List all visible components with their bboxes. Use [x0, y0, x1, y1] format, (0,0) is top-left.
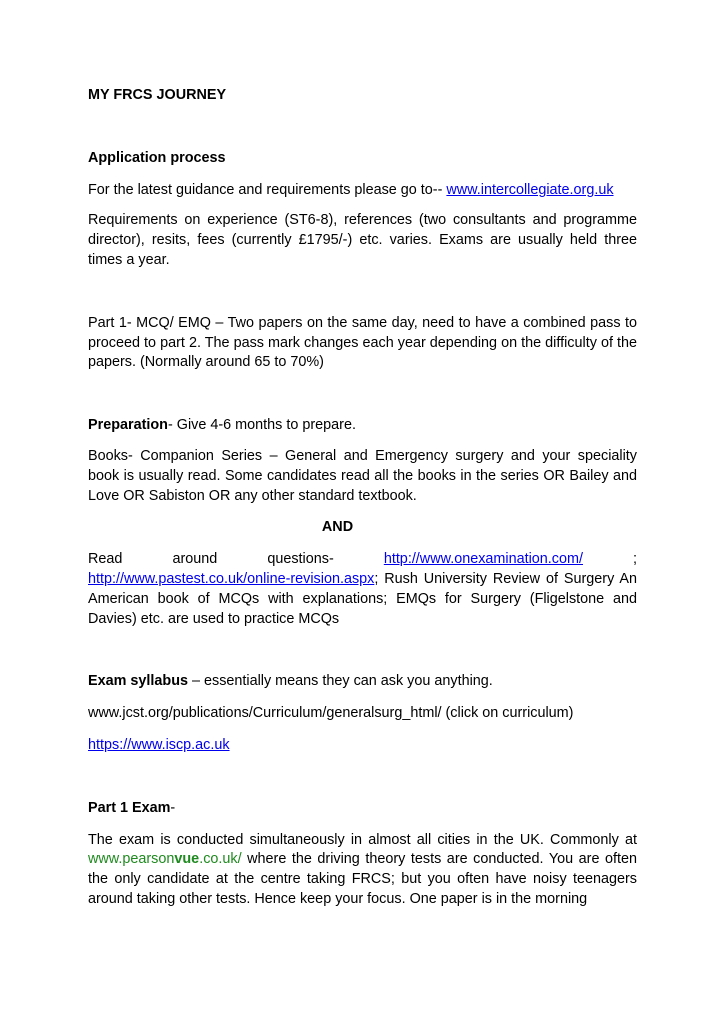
semicolon: ;: [633, 551, 638, 568]
preparation-label: Preparation: [88, 417, 168, 434]
part1-exam-label: Part 1 Exam: [88, 799, 171, 816]
preparation-paragraph: [88, 416, 637, 436]
pearson-link-part-c[interactable]: .co.uk/: [199, 851, 242, 868]
preparation-text: - Give 4-6 months to prepare.: [167, 417, 356, 434]
exam-text-start: The exam is conducted simultaneously in almost all cities in the UK. Commonly at: [88, 831, 637, 848]
read-around-paragraph: [88, 550, 637, 629]
books-paragraph: Books- Companion Series – General and Emergency surgery and your speciality book is usually read. Some candidates read all the books in the series OR Bailey and Love OR Sabiston OR any other standard textbook.: [88, 447, 637, 504]
guidance-paragraph: [88, 181, 637, 201]
intercollegiate-link[interactable]: www.intercollegiate.org.uk: [446, 181, 614, 198]
pearson-link-part-a[interactable]: www.pearson: [88, 851, 175, 868]
syllabus-paragraph: [88, 672, 637, 692]
read-word: Read: [88, 551, 123, 568]
application-heading: Application process: [88, 149, 226, 166]
iscp-link[interactable]: https://www.iscp.ac.uk: [88, 736, 230, 753]
pearson-link-part-b[interactable]: vue: [174, 851, 200, 868]
read-first-line: [88, 550, 637, 570]
document-page: [88, 86, 637, 910]
syllabus-text: – essentially means they can ask you anything.: [188, 673, 493, 690]
part1-paragraph: Part 1- MCQ/ EMQ – Two papers on the same day, need to have a combined pass to proceed to part 2. The pass mark changes each year depending on the difficulty of the papers. (Normally around 65 to 70%): [88, 314, 637, 371]
exam-text-rest: where the driving theory tests are conducted. You are often the only candidate at the centre taking FRCS; but you often have noisy teenagers around taking other tests. Hence keep your focus. One paper is in the morning: [88, 851, 637, 907]
and-heading: AND: [321, 519, 354, 536]
questions-word: questions-: [267, 551, 334, 568]
around-word: around: [172, 551, 218, 568]
part1-exam-heading-paragraph: [88, 799, 637, 819]
iscp-paragraph: [88, 736, 637, 756]
guidance-text: For the latest guidance and requirements please go to--: [88, 181, 447, 198]
jcst-paragraph: www.jcst.org/publications/Curriculum/generalsurg_html/ (click on curriculum): [88, 705, 574, 722]
requirements-paragraph: Requirements on experience (ST6-8), references (two consultants and programme director), resits, fees (currently £1795/-) etc. varies. Exams are usually held three times a year.: [88, 212, 637, 268]
onexamination-link[interactable]: http://www.onexamination.com/: [383, 551, 583, 568]
exam-paragraph: [88, 831, 637, 910]
document-title: MY FRCS JOURNEY: [88, 87, 227, 103]
part1-exam-dash: -: [170, 799, 176, 816]
pastest-link[interactable]: http://www.pastest.co.uk/online-revision.aspx: [88, 570, 375, 587]
read-rest-text: ; Rush University Review of Surgery An American book of MCQs with explanations; EMQs for Surgery (Fligelstone and Davies) etc. are used to practice MCQs: [88, 570, 637, 627]
syllabus-label: Exam syllabus: [88, 673, 188, 690]
